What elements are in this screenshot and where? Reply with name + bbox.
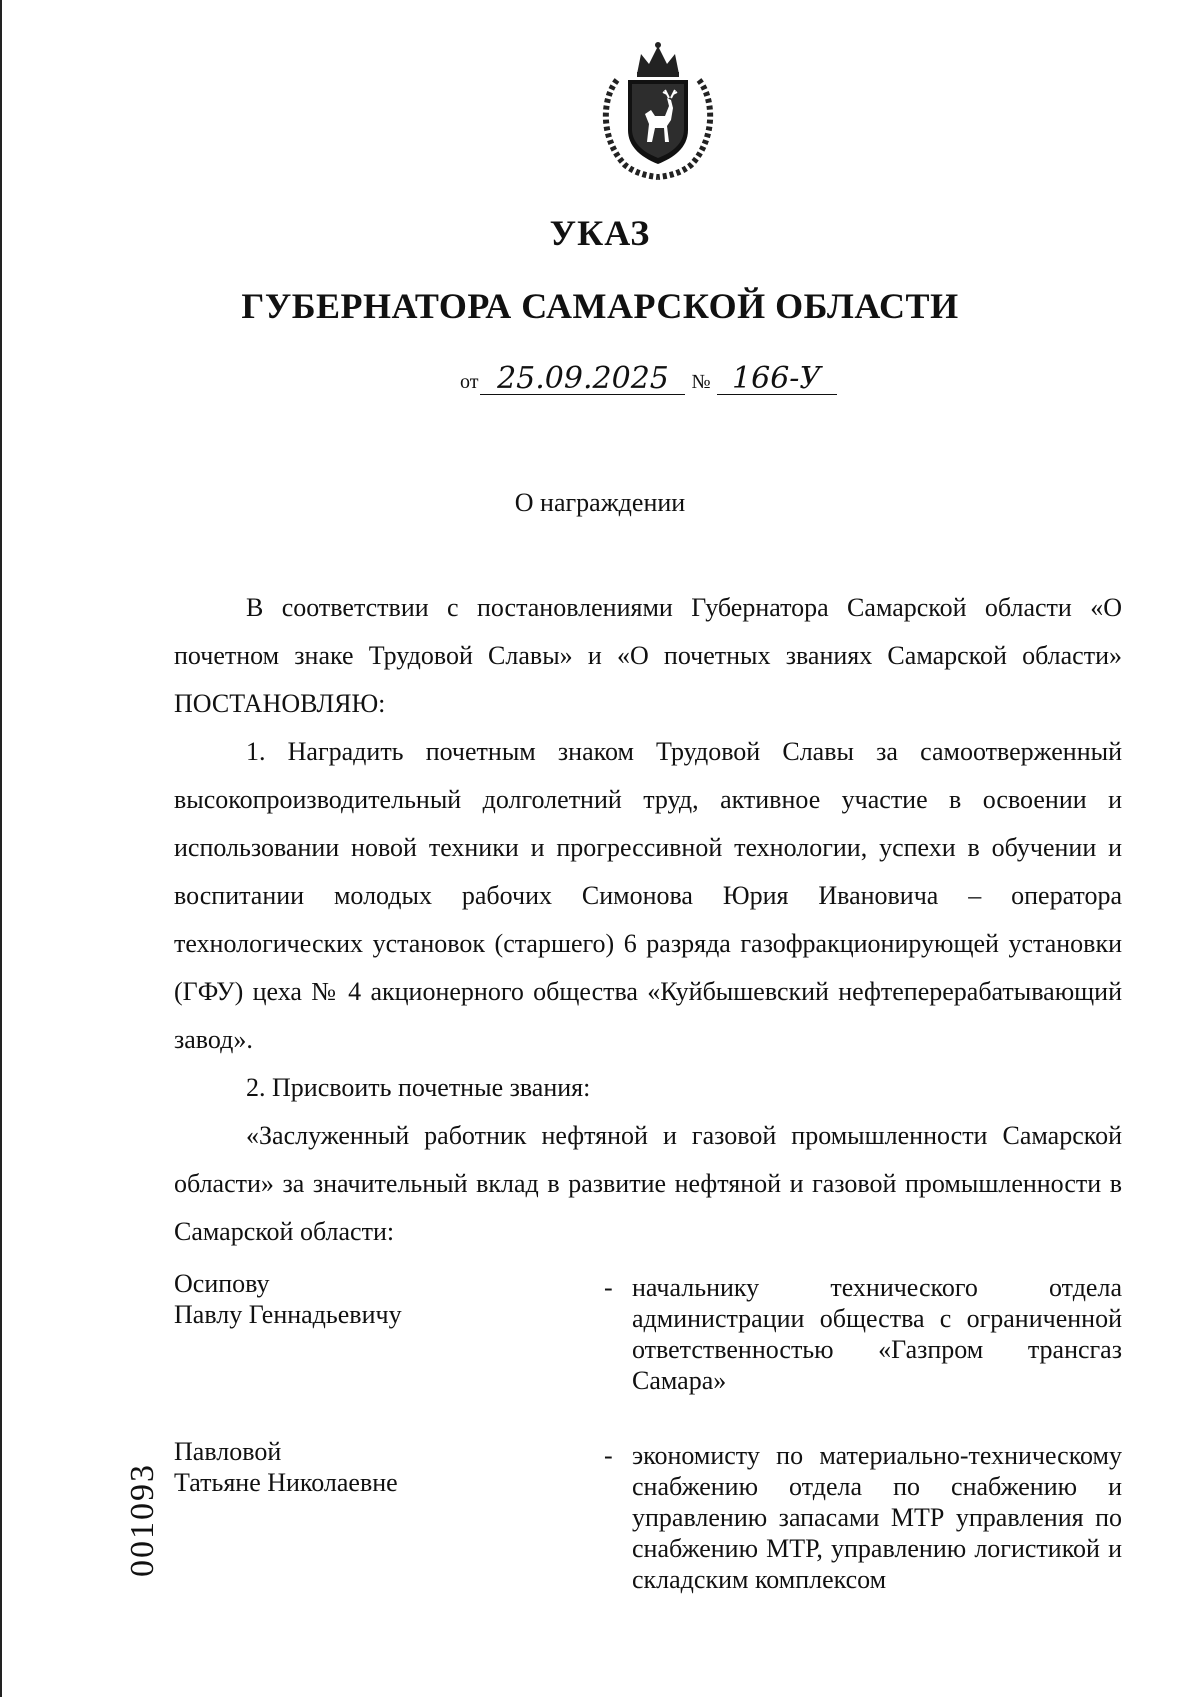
item-1-paragraph: 1. Наградить почетным знаком Трудовой Славы за самоотверженный высокопроизводительный долголетний труд, активное участие в освоении и использовании новой техники и прогрессивной технологии, успехи в обучении и воспитании молодых рабочих Симонова Юрия Ивановича – оператора технологических установок (старшего) 6 разряда газофракционирующей установки (ГФУ) цеха № 4 акционерного общества «Куйбышевский нефтеперерабатывающий завод». xyxy=(174,737,1122,1054)
serial-number-stamp: 001093 xyxy=(124,1463,161,1577)
handwritten-date: 25.09.2025 xyxy=(480,364,685,395)
awardee-given-names: Павлу Геннадьевичу xyxy=(174,1300,402,1329)
awardee-position: экономисту по материально-техническому снабжению отдела по снабжению и управлению запасами МТР управления по снабжению МТР, управлению логистикой и складским комплексом xyxy=(632,1441,1122,1594)
preamble-paragraph: В соответствии с постановлениями Губернатора Самарской области «О почетном знаке Трудовой Славы» и «О почетных званиях Самарской области» ПОСТАНОВЛЯЮ: xyxy=(174,593,1122,718)
document-subject: О награждении xyxy=(514,488,686,517)
awardee-name xyxy=(174,1436,398,1498)
scan-edge xyxy=(0,0,2,1697)
handwritten-number: 166-У xyxy=(717,364,837,395)
awardee-given-names: Татьяне Николаевне xyxy=(174,1468,398,1497)
number-prefix: № xyxy=(691,371,711,393)
item-2-paragraph: 2. Присвоить почетные звания: xyxy=(246,1073,591,1102)
awardee-surname: Павловой xyxy=(174,1437,282,1466)
date-number-line xyxy=(460,361,837,396)
awardee-surname: Осипову xyxy=(174,1269,270,1298)
document-subtitle: ГУБЕРНАТОРА САМАРСКОЙ ОБЛАСТИ xyxy=(241,286,959,326)
date-prefix: от xyxy=(460,371,479,393)
honorary-title-paragraph: «Заслуженный работник нефтяной и газовой промышленности Самарской области» за значительный вклад в развитие нефтяной и газовой промышленности в Самарской области: xyxy=(174,1121,1122,1246)
coat-of-arms-icon xyxy=(595,40,721,180)
awardee-position: начальнику технического отдела администрации общества с ограниченной ответственностью «Газпром трансгаз Самара» xyxy=(632,1273,1122,1395)
awardee-dash: - xyxy=(604,1273,613,1302)
awardee-dash: - xyxy=(604,1441,613,1470)
document-title: УКАЗ xyxy=(549,213,651,253)
awardee-name xyxy=(174,1268,402,1330)
